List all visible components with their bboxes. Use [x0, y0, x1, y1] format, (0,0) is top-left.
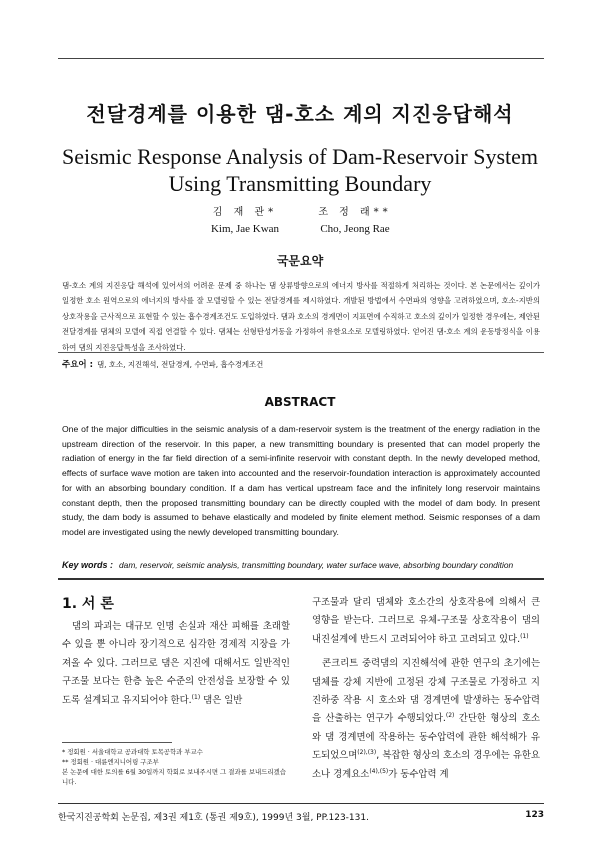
footnote-1: * 정회원 · 서울대학교 공과대학 토목공학과 부교수: [62, 748, 203, 756]
citation-ref: (2): [445, 712, 455, 720]
intro-paragraph-1-text: 댐의 파괴는 대규모 인명 손실과 재산 피해를 초래할 수 있을 뿐 아니라 장기적으로 심각한 경제적 지장을 가져올 수 있다. 그러므로 댐은 지진에 대해서도 일반적인 구조물 보다는 한층 높은 수준의 안전성을 보장할 수 있도록 설계되고 유지되어야 한다.: [62, 621, 290, 706]
keyword-divider: [58, 352, 544, 353]
author-1: [195, 205, 295, 237]
intro-paragraph-2-text-d: 가 동수압력 계: [388, 768, 449, 780]
english-abstract-heading: ABSTRACT: [264, 395, 336, 409]
title-korean: 전달경계를 이용한 댐-호소 계의 지진응답해석: [86, 102, 514, 126]
footer-rule: [58, 803, 544, 804]
author-1-name-kr: 김 재 관*: [212, 207, 278, 218]
footnotes: [62, 747, 290, 787]
korean-keywords-text: 댐, 호소, 지진해석, 전달경계, 수면파, 흡수경계조건: [97, 360, 264, 369]
citation-ref: (4),(5): [369, 767, 389, 775]
english-keywords: [62, 560, 540, 570]
section-1-title: 1. 서 론: [62, 596, 114, 612]
title-english-line1: Seismic Response Analysis of Dam-Reservoir System: [61, 144, 538, 169]
right-column: [312, 594, 540, 784]
footnote-2: ** 정회원 · 대륜엔지니어링 구조부: [62, 758, 159, 766]
intro-paragraph-1: [62, 618, 290, 710]
citation-ref: (2),(3): [357, 749, 377, 757]
author-2-name-en: Cho, Jeong Rae: [320, 223, 390, 235]
korean-abstract: 댐-호소 계의 지진응답 해석에 있어서의 어려운 문제 중 하나는 댐 상류방향으로의 에너지 방사를 적절하게 처리하는 것이다. 본 논문에서는 깊이가 일정한 호소 원역으로의 에너지의 방사를 잘 모델링할 수 있는 전달경계를 제시하였다. 개발된 방법에서 수면파의 영향을 고려하였으며, 호소-지반의 상호작용을 근사적으로 표현할 수 있는 흡수경계조건도 도입하였다. 댐과 호소의 경계면이 지표면에 수직하고 호소의 깊이가 일정한 경우에는, 제안된 전달경계를 댐체의 모델에 직접 연결할 수 있다. 댐체는 선형탄성거동을 가정하여 유한요소로 모델링하였다. 얻어진 댐-호소 계의 운동방정식을 이용하여 댐의 지진응답특성을 조사하였다.: [62, 281, 540, 352]
korean-keywords-label: 주요어 :: [62, 360, 93, 370]
citation-ref: (1): [191, 693, 201, 701]
intro-paragraph-1-continued: [312, 594, 540, 649]
korean-abstract-heading: 국문요약: [276, 254, 324, 268]
title-english-line2: Using Transmitting Boundary: [168, 171, 432, 196]
korean-keywords: [62, 358, 540, 370]
page-number: 123: [525, 810, 544, 820]
intro-paragraph-1-continued-text: 구조물과 달리 댐체와 호소간의 상호작용에 의해서 큰 영향을 받는다. 그러므로 유체-구조물 상호작용이 댐의 내진설계에 반드시 고려되어야 하고 고려되고 있다.: [312, 597, 540, 645]
english-keywords-label: Key words :: [62, 560, 114, 570]
title-english: [0, 143, 600, 197]
english-keywords-text: dam, reservoir, seismic analysis, transmitting boundary, water surface wave, absorbing boundary condition: [119, 560, 514, 570]
author-2: [305, 205, 405, 237]
citation-ref: (1): [520, 632, 529, 640]
english-abstract: One of the major difficulties in the seismic analysis of a dam-reservoir system is the treatment of the energy radiation in the upstream direction of the reservoir. In this paper, a new transmitting boundary is presented that can model properly the radiation of energy in the far field direction of a semi-infinite reservoir with constant depth. In the newly developed method, effects of surface wave motion are taken into accounted and the reservoir-foundation interaction is approximately accounted for with an absorbing boundary condition. If a dam has vertical upstream face and the infinitely long reservoir maintains constant depth, then the proposed transmitting boundary can be directly coupled with the model of dam body. In present study, the dam body is assumed to behave elastically and modeled by finite element method. Seismic responses of a dam model are investigated using the newly developed transmitting boundary.: [62, 424, 540, 537]
left-column: [62, 592, 290, 710]
top-rule: [58, 58, 544, 59]
author-1-name-en: Kim, Jae Kwan: [210, 223, 280, 235]
intro-paragraph-2-text: 콘크리트 중력댐의 지진해석에 관한 연구의 초기에는 댐체를 강체 지반에 고정된 강체 구조물로 가정하고 지진하중 작용 시 호소와 댐 경계면에 발생하는 동수압력을 산출하는 연구가 수행되었다.: [312, 658, 540, 725]
footnote-3: 본 논문에 대한 토의를 6월 30일까지 학회로 보내주시면 그 결과를 보내드리겠습니다.: [62, 768, 286, 786]
intro-paragraph-2: [312, 655, 540, 784]
abstract-end-rule: [58, 578, 544, 580]
journal-citation: 한국지진공학회 논문집, 제3권 제1호 (통권 제9호), 1999년 3월, PP.123-131.: [58, 813, 369, 823]
intro-paragraph-2-text-c: , 복잡한 형상의 호소의 경우에는 유한요소나 경계요소: [312, 750, 540, 780]
footnote-divider: [62, 742, 172, 743]
author-2-name-kr: 조 정 래**: [318, 207, 392, 218]
intro-paragraph-2-text-b: 간단한 형상의 호소와 댐 경계면에 작용하는 동수압력에 관한 해석해가 유도되었으며: [312, 713, 540, 762]
intro-paragraph-1-tail: 댐은 일반: [200, 694, 243, 706]
